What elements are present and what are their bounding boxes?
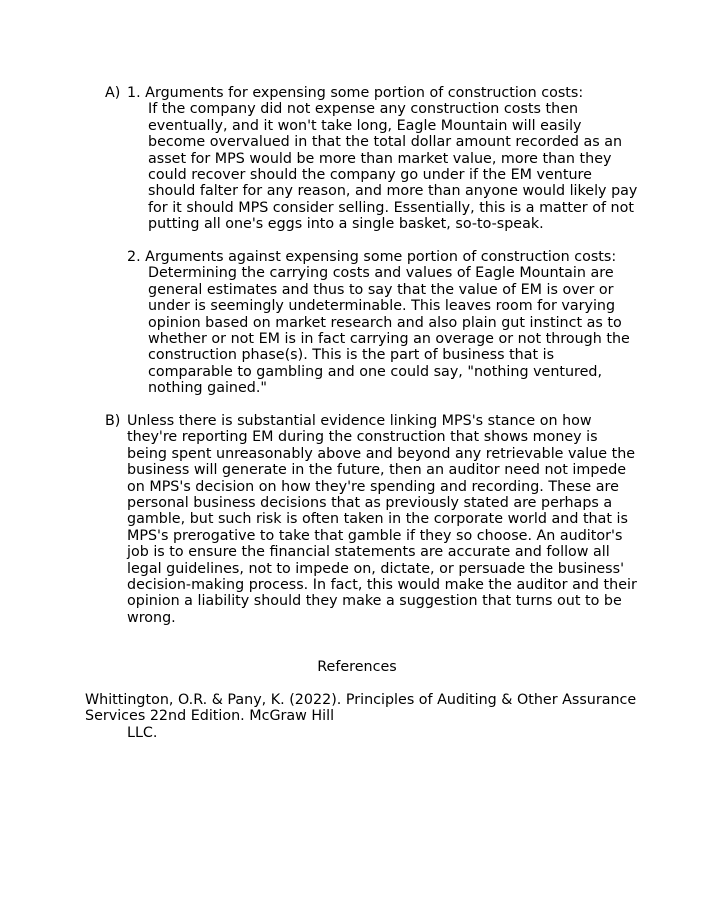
- item-1-line: become overvalued in that the total dollar amount recorded as an: [148, 134, 623, 151]
- item-1-heading: 1. Arguments for expensing some portion of construction costs:: [127, 85, 584, 101]
- item-1-line: for it should MPS consider selling. Essentially, this is a matter of not: [148, 199, 634, 216]
- item-2-line: nothing gained.": [148, 380, 267, 397]
- references-title: References: [317, 659, 397, 675]
- item-1-line: asset for MPS would be more than market value, more than they: [148, 150, 612, 167]
- item-1-paragraph: [148, 101, 637, 232]
- section-b-line: opinion a liability should they make a suggestion that turns out to be: [127, 593, 622, 610]
- section-b-line: they're reporting EM during the construction that shows money is: [127, 429, 598, 446]
- section-b-line: MPS's prerogative to take that gamble if they so choose. An auditor's: [127, 527, 623, 544]
- item-2-line: opinion based on market research and also plain gut instinct as to: [148, 314, 622, 331]
- item-2-line: Determining the carrying costs and values of Eagle Mountain are: [148, 265, 614, 282]
- item-2-heading: 2. Arguments against expensing some portion of construction costs:: [127, 249, 617, 265]
- section-b-paragraph: [127, 413, 637, 626]
- item-2-line: construction phase(s). This is the part of business that is: [148, 347, 555, 364]
- section-b-line: decision-making process. In fact, this would make the auditor and their: [127, 576, 637, 593]
- section-a-marker: A): [105, 85, 121, 101]
- item-2-line: whether or not EM is in fact carrying an overage or not through the: [148, 330, 630, 347]
- item-2-line: general estimates and thus to say that the value of EM is over or: [148, 281, 614, 298]
- section-b-line: Unless there is substantial evidence linking MPS's stance on how: [127, 413, 592, 429]
- section-b-line: job is to ensure the financial statements are accurate and follow all: [127, 544, 610, 561]
- item-2-paragraph: [148, 265, 630, 396]
- reference-entry-line: Whittington, O.R. & Pany, K. (2022). Principles of Auditing & Other Assurance: [85, 692, 637, 708]
- item-1-line: eventually, and it won't take long, Eagle Mountain will easily: [148, 117, 582, 134]
- item-1-line: putting all one's eggs into a single basket, so-to-speak.: [148, 216, 544, 233]
- section-b-line: wrong.: [127, 609, 176, 626]
- section-b-line: legal guidelines, not to impede on, dictate, or persuade the business': [127, 560, 624, 577]
- section-b-line: being spent unreasonably above and beyond any retrievable value the: [127, 445, 636, 462]
- item-2-line: comparable to gambling and one could say, "nothing ventured,: [148, 363, 603, 380]
- item-1-line: should falter for any reason, and more than anyone would likely pay: [148, 183, 638, 200]
- reference-entry-line: LLC.: [127, 724, 158, 741]
- section-b-line: personal business decisions that as previously stated are perhaps a: [127, 494, 613, 511]
- item-2-line: under is seemingly undeterminable. This leaves room for varying: [148, 298, 616, 315]
- section-b-line: on MPS's decision on how they're spending and recording. These are: [127, 478, 619, 495]
- section-b-marker: B): [105, 413, 121, 429]
- item-1-line: If the company did not expense any construction costs then: [148, 101, 579, 118]
- section-b-line: gamble, but such risk is often taken in the corporate world and that is: [127, 511, 628, 528]
- section-b-line: business will generate in the future, then an auditor need not impede: [127, 462, 627, 479]
- reference-entry-line: Services 22nd Edition. McGraw Hill: [85, 708, 335, 725]
- item-1-line: could recover should the company go under if the EM venture: [148, 166, 592, 183]
